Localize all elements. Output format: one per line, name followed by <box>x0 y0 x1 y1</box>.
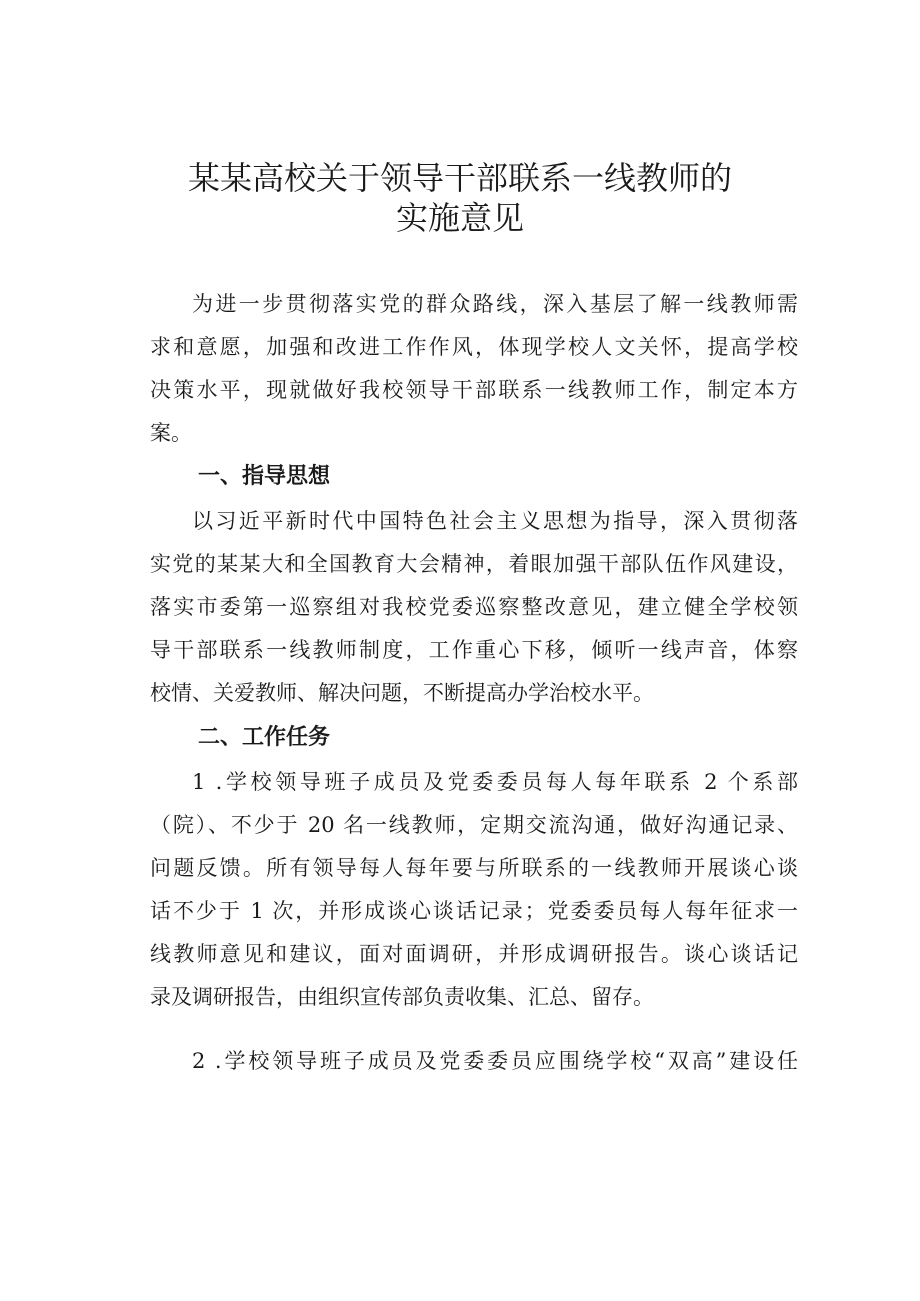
intro-line-2: 求和意愿，加强和改进工作作风，体现学校人文关怀，提高学校 <box>150 335 798 359</box>
document-title-line-2: 实施意见 <box>395 199 524 237</box>
section1-line-3: 落实市委第一巡察组对我校党委巡察整改意见，建立健全学校领 <box>150 595 798 619</box>
item1-line-1: 1 .学校领导班子成员及党委委员每人每年联系 2 个系部 <box>192 770 798 794</box>
section-heading-work-tasks: 二、工作任务 <box>198 725 331 750</box>
section1-line-1: 以习近平新时代中国特色社会主义思想为指导，深入贯彻落 <box>192 509 798 533</box>
section1-line-4: 导干部联系一线教师制度，工作重心下移，倾听一线声音，体察 <box>150 638 798 662</box>
item2-line-1: 2 .学校领导班子成员及党委委员应围绕学校“双高”建设任 <box>192 1049 798 1073</box>
intro-line-4: 案。 <box>150 421 192 445</box>
section1-line-5: 校情、关爱教师、解决问题，不断提高办学治校水平。 <box>150 681 654 705</box>
item1-line-3: 问题反馈。所有领导每人每年要与所联系的一线教师开展谈心谈 <box>150 856 798 880</box>
item1-line-5: 线教师意见和建议，面对面调研，并形成调研报告。谈心谈话记 <box>150 942 798 966</box>
document-title-line-1: 某某高校关于领导干部联系一线教师的 <box>187 159 732 197</box>
item1-line-2: （院）、不少于 20 名一线教师，定期交流沟通，做好沟通记录、 <box>150 813 798 837</box>
intro-line-3: 决策水平，现就做好我校领导干部联系一线教师工作，制定本方 <box>150 378 798 402</box>
item1-line-6: 录及调研报告，由组织宣传部负责收集、汇总、留存。 <box>150 985 654 1009</box>
intro-line-1: 为进一步贯彻落实党的群众路线，深入基层了解一线教师需 <box>192 292 798 316</box>
section-heading-guiding-ideology: 一、指导思想 <box>198 464 331 489</box>
item1-line-4: 话不少于 1 次，并形成谈心谈话记录；党委委员每人每年征求一 <box>150 899 798 923</box>
section1-line-2: 实党的某某大和全国教育大会精神，着眼加强干部队伍作风建设， <box>150 552 798 576</box>
